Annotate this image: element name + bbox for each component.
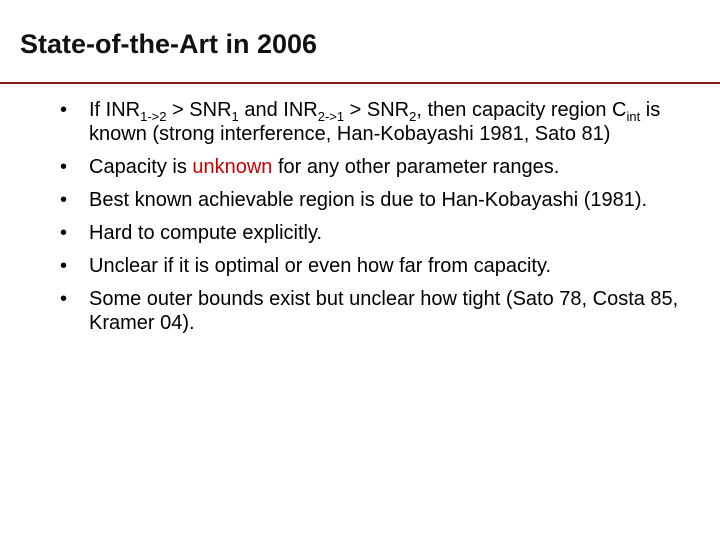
bullet-item-unclear-optimal <box>60 254 690 278</box>
bullet-text: Hard to compute explicitly. <box>89 222 323 244</box>
bullet-marker: • <box>60 189 68 211</box>
bullet-marker: • <box>60 222 68 244</box>
bullet-text: Best known achievable region is due to Han-Kobayashi (1981). <box>89 189 648 211</box>
bullet-marker: • <box>60 288 68 310</box>
bullet-marker: • <box>60 255 68 277</box>
title-divider <box>0 82 720 84</box>
bullet-text: Some outer bounds exist but unclear how tight (Sato 78, Costa 85, Kramer 04). <box>89 288 679 334</box>
bullet-text: Unclear if it is optimal or even how far from capacity. <box>89 255 552 277</box>
bullet-text: Capacity is unknown for any other parameter ranges. <box>89 156 560 178</box>
highlight-unknown: unknown <box>192 156 273 178</box>
bullet-marker: • <box>60 99 68 121</box>
bullet-item-achievable-region <box>60 188 690 212</box>
bullet-item-strong-interference <box>60 98 690 146</box>
bullet-item-hard-to-compute <box>60 221 690 245</box>
bullet-item-capacity-unknown <box>60 155 690 179</box>
bullet-list <box>60 98 690 344</box>
bullet-item-outer-bounds <box>60 287 690 335</box>
slide-title: State-of-the-Art in 2006 <box>20 29 318 59</box>
bullet-text: If $INR_{1->2} > SNR_1$ and $INR_{2->1} > SNR_2$, then capacity region $C_{int}$ is known (strong interference, Han-Kobayashi 1981, Sato 81) <box>89 99 661 145</box>
bullet-marker: • <box>60 156 68 178</box>
